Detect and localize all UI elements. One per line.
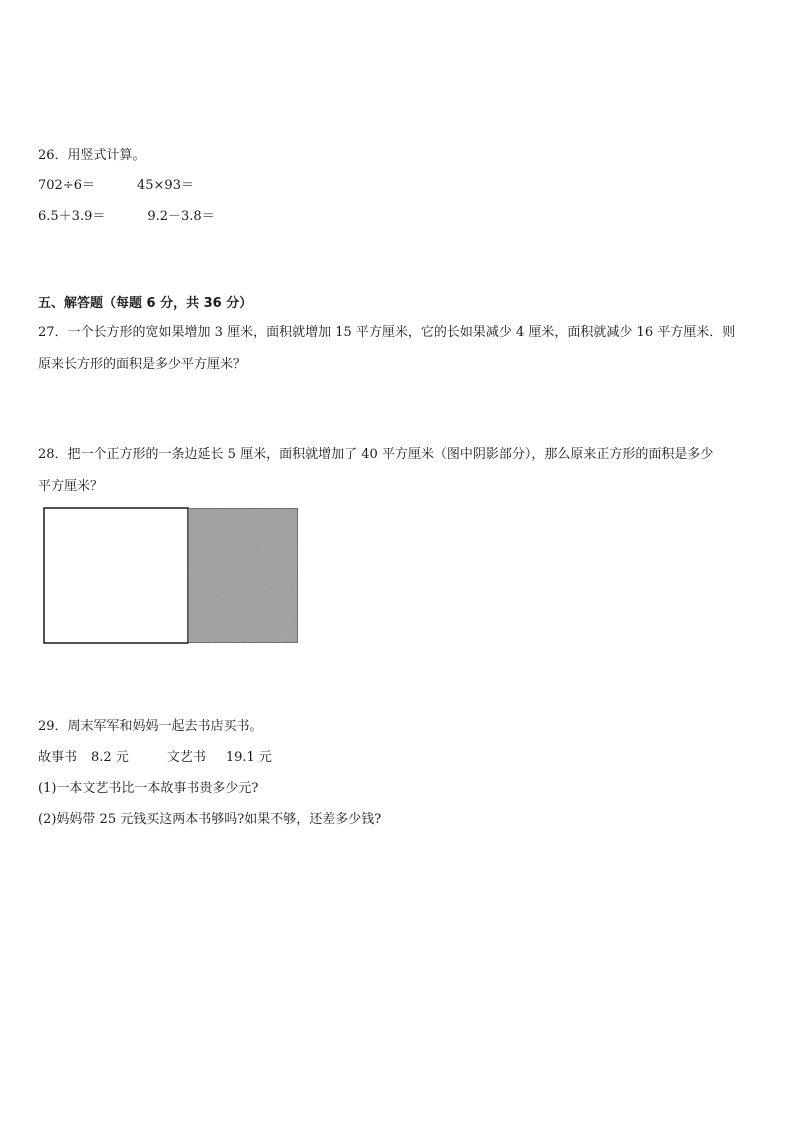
q29-sub1: (1)一本文艺书比一本故事书贵多少元? bbox=[38, 781, 259, 796]
q28-line2: 平方厘米？ bbox=[38, 479, 104, 494]
q29-price-list bbox=[38, 750, 272, 766]
q26-expr-6.5-plus-3.9: 6.5＋3.9＝ bbox=[38, 209, 106, 224]
q28-line1: 28．把一个正方形的一条边延长 5 厘米，面积就增加了 40 平方厘米（图中阴影部分），那么原来正方形的面积是多少 bbox=[38, 447, 714, 462]
book1-price: 8.2 元 bbox=[91, 750, 129, 765]
book2-name: 文艺书 bbox=[166, 750, 206, 765]
q26-row1 bbox=[38, 178, 194, 194]
book2-price: 19.1 元 bbox=[225, 750, 272, 765]
original-square bbox=[44, 508, 188, 643]
q27-line2: 原来长方形的面积是多少平方厘米？ bbox=[38, 357, 247, 372]
q26-expr-9.2-minus-3.8: 9.2－3.8＝ bbox=[147, 209, 215, 224]
q26-title: 26．用竖式计算。 bbox=[38, 148, 146, 163]
q29-title: 29．周末军军和妈妈一起去书店买书。 bbox=[38, 719, 263, 734]
shaded-extension bbox=[188, 508, 298, 643]
book1-name: 故事书 bbox=[38, 750, 78, 765]
q29-sub2: (2)妈妈带 25 元钱买这两本书够吗?如果不够，还差多少钱? bbox=[38, 812, 382, 827]
q26-expr-45-times-93: 45×93＝ bbox=[136, 178, 194, 193]
q27-line1: 27．一个长方形的宽如果增加 3 厘米，面积就增加 15 平方厘米，它的长如果减少 4 厘米，面积就减少 16 平方厘米．则 bbox=[38, 325, 736, 340]
q26-expr-702-div-6: 702÷6＝ bbox=[38, 178, 95, 193]
q26-row2 bbox=[38, 209, 215, 225]
q28-square-figure bbox=[43, 507, 299, 644]
section-heading: 五、解答题（每题 6 分，共 36 分） bbox=[38, 296, 253, 311]
